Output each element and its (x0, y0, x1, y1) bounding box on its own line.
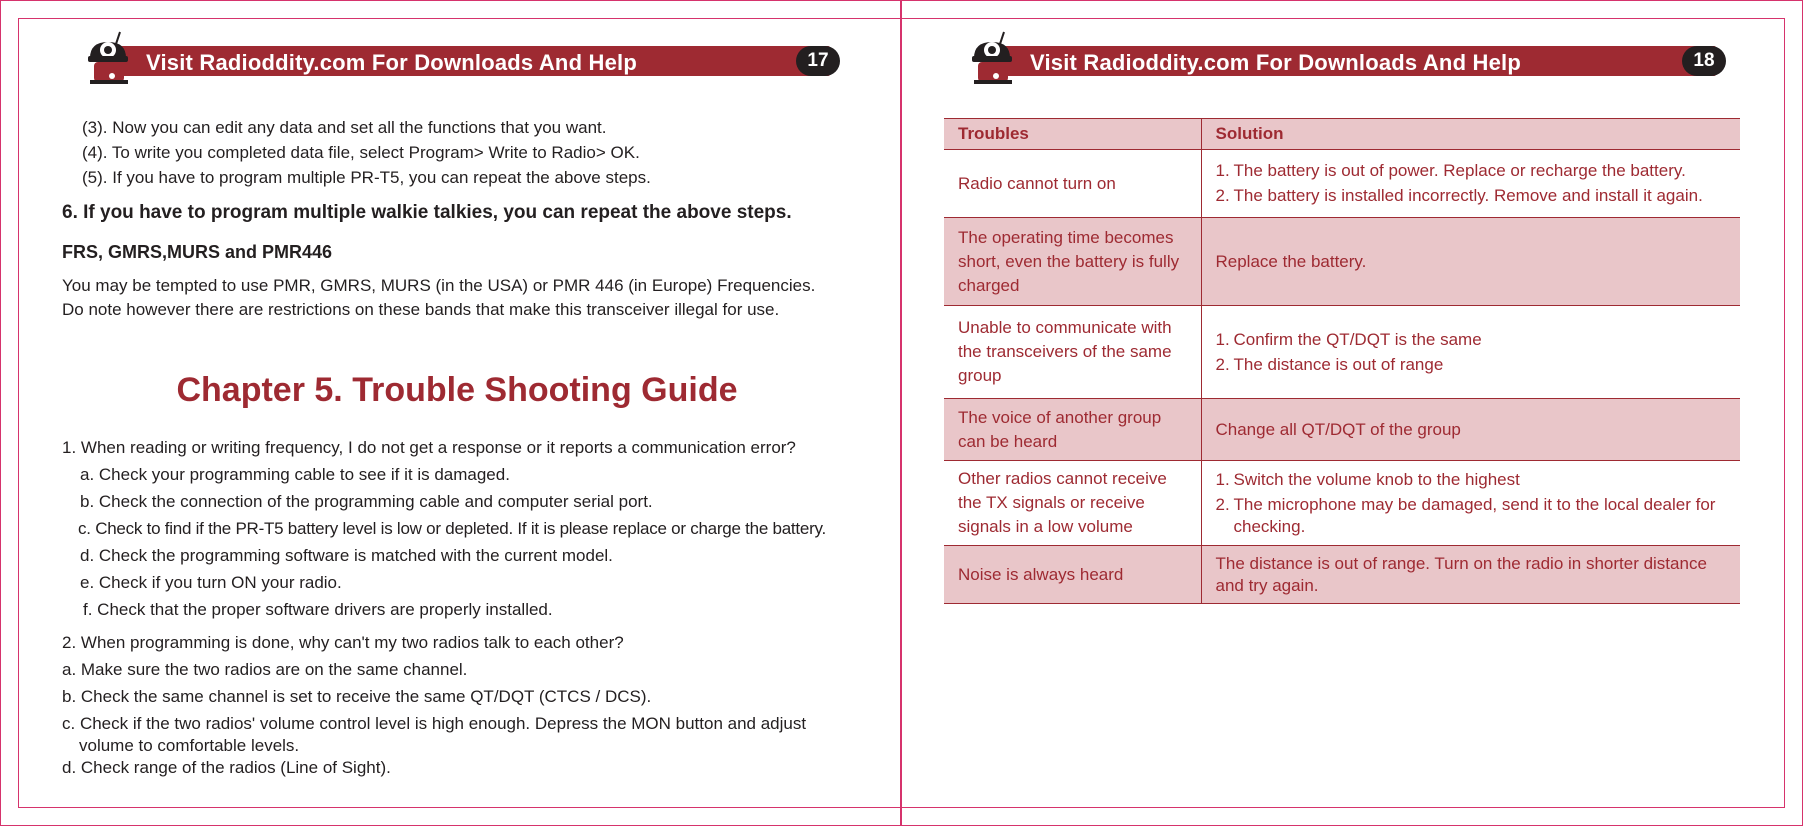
question-2-item-b: b. Check the same channel is set to receive the same QT/DQT (CTCS / DCS). (62, 687, 652, 706)
step-6-heading: 6. If you have to program multiple walkie talkies, you can repeat the above steps. (62, 202, 792, 223)
table-row (944, 461, 1740, 546)
radioddity-mascot-icon (82, 28, 138, 88)
solution-text: The distance is out of range (1233, 354, 1444, 374)
solution-text: Switch the volume knob to the highest (1233, 469, 1520, 489)
step-4: (4). To write you completed data file, select Program> Write to Radio> OK. (82, 143, 640, 162)
trouble-text-line: charged (958, 275, 1020, 295)
header-banner-text: Visit Radioddity.com For Downloads And Help (1030, 50, 1521, 75)
column-header-solution: Solution (1201, 119, 1740, 150)
solution-cell (1201, 546, 1740, 604)
solution-item (1216, 185, 1727, 207)
page-number: 18 (1682, 46, 1726, 76)
trouble-text-line: signals in a low volume (958, 517, 1133, 536)
question-2: 2. When programming is done, why can't my two radios talk to each other? (62, 633, 624, 652)
question-1-item-f: f. Check that the proper software drivers are properly installed. (83, 600, 553, 619)
solution-item (1216, 251, 1727, 273)
troubleshooting-table (944, 118, 1740, 604)
radioddity-mascot-icon (966, 28, 1022, 88)
solution-cell (1201, 218, 1740, 306)
question-2-item-c-continued: volume to comfortable levels. (79, 736, 300, 755)
header-banner-text: Visit Radioddity.com For Downloads And Help (146, 50, 637, 75)
page-header (966, 28, 1726, 84)
trouble-text-line: can be heard (958, 431, 1058, 451)
step-3: (3). Now you can edit any data and set all the functions that you want. (82, 118, 607, 137)
solution-text: The battery is installed incorrectly. Remove and install it again. (1233, 186, 1703, 205)
table-row (944, 306, 1740, 399)
solution-item (1216, 494, 1727, 538)
question-1-item-c: c. Check to find if the PR-T5 battery level is low or depleted. If it is please replace or charge the battery. (78, 519, 826, 538)
solution-number: 2. (1215, 354, 1230, 374)
table-row (944, 546, 1740, 604)
solution-item (1216, 329, 1727, 351)
solution-cell (1201, 399, 1740, 461)
solution-number: 2. (1215, 494, 1230, 514)
table-row (944, 218, 1740, 306)
chapter-title: Chapter 5. Trouble Shooting Guide (176, 371, 738, 409)
question-2-item-a: a. Make sure the two radios are on the same channel. (62, 660, 468, 679)
question-1: 1. When reading or writing frequency, I do not get a response or it reports a communication error? (62, 438, 796, 457)
table-header-row (944, 119, 1740, 150)
trouble-cell (944, 546, 1201, 604)
trouble-text-line: the TX signals or receive (958, 493, 1145, 512)
solution-item (1216, 553, 1727, 597)
column-header-troubles: Troubles (944, 119, 1201, 150)
solution-text: The distance is out of range. Turn on the radio in shorter distance and try again. (1215, 553, 1707, 595)
frs-heading: FRS, GMRS,MURS and PMR446 (62, 242, 333, 262)
solution-item (1216, 160, 1727, 182)
step-5: (5). If you have to program multiple PR-T5, you can repeat the above steps. (82, 168, 651, 187)
question-1-item-a: a. Check your programming cable to see if it is damaged. (80, 465, 510, 484)
solution-text: Replace the battery. (1215, 251, 1367, 271)
solution-number: 1. (1215, 329, 1230, 349)
question-1-item-e: e. Check if you turn ON your radio. (80, 573, 342, 592)
solution-number: 2. (1215, 186, 1230, 205)
trouble-cell (944, 306, 1201, 399)
trouble-text-line: The voice of another group (958, 407, 1162, 427)
question-1-item-d: d. Check the programming software is matched with the current model. (80, 546, 613, 565)
page-number: 17 (796, 46, 840, 76)
solution-text: Change all QT/DQT of the group (1215, 419, 1461, 439)
table-row (944, 399, 1740, 461)
solution-number: 1. (1215, 161, 1230, 180)
trouble-text-line: the transceivers of the same (958, 342, 1172, 361)
trouble-text-line: group (958, 366, 1002, 385)
frs-body-line-2: Do note however there are restrictions on these bands that make this transceiver illegal for use. (62, 300, 780, 319)
question-2-item-c: c. Check if the two radios' volume control level is high enough. Depress the MON button and adjust (62, 714, 807, 733)
trouble-text-line: Unable to communicate with (958, 318, 1172, 337)
question-2-item-d: d. Check range of the radios (Line of Sight). (62, 758, 391, 777)
solution-item (1216, 354, 1727, 376)
trouble-cell (944, 218, 1201, 306)
page-17 (0, 0, 900, 826)
frs-body-line-1: You may be tempted to use PMR, GMRS, MURS (in the USA) or PMR 446 (in Europe) Frequencies. (62, 276, 816, 295)
trouble-cell (944, 399, 1201, 461)
trouble-text-line: Other radios cannot receive (958, 469, 1167, 488)
solution-item (1216, 419, 1727, 441)
trouble-text-line: Radio cannot turn on (958, 173, 1116, 193)
solution-cell (1201, 150, 1740, 218)
solution-text: The microphone may be damaged, send it to the local dealer for checking. (1233, 494, 1716, 536)
trouble-text-line: short, even the battery is fully (958, 251, 1180, 271)
solution-number: 1. (1215, 469, 1230, 489)
trouble-cell (944, 150, 1201, 218)
trouble-cell (944, 461, 1201, 546)
solution-cell (1201, 461, 1740, 546)
solution-cell (1201, 306, 1740, 399)
trouble-text-line: Noise is always heard (958, 564, 1124, 584)
question-1-item-b: b. Check the connection of the programming cable and computer serial port. (80, 492, 653, 511)
solution-text: The battery is out of power. Replace or recharge the battery. (1233, 161, 1686, 180)
solution-item (1216, 469, 1727, 491)
page-header (82, 28, 840, 84)
trouble-text-line: The operating time becomes (958, 227, 1174, 247)
table-row (944, 150, 1740, 218)
solution-text: Confirm the QT/DQT is the same (1233, 329, 1482, 349)
